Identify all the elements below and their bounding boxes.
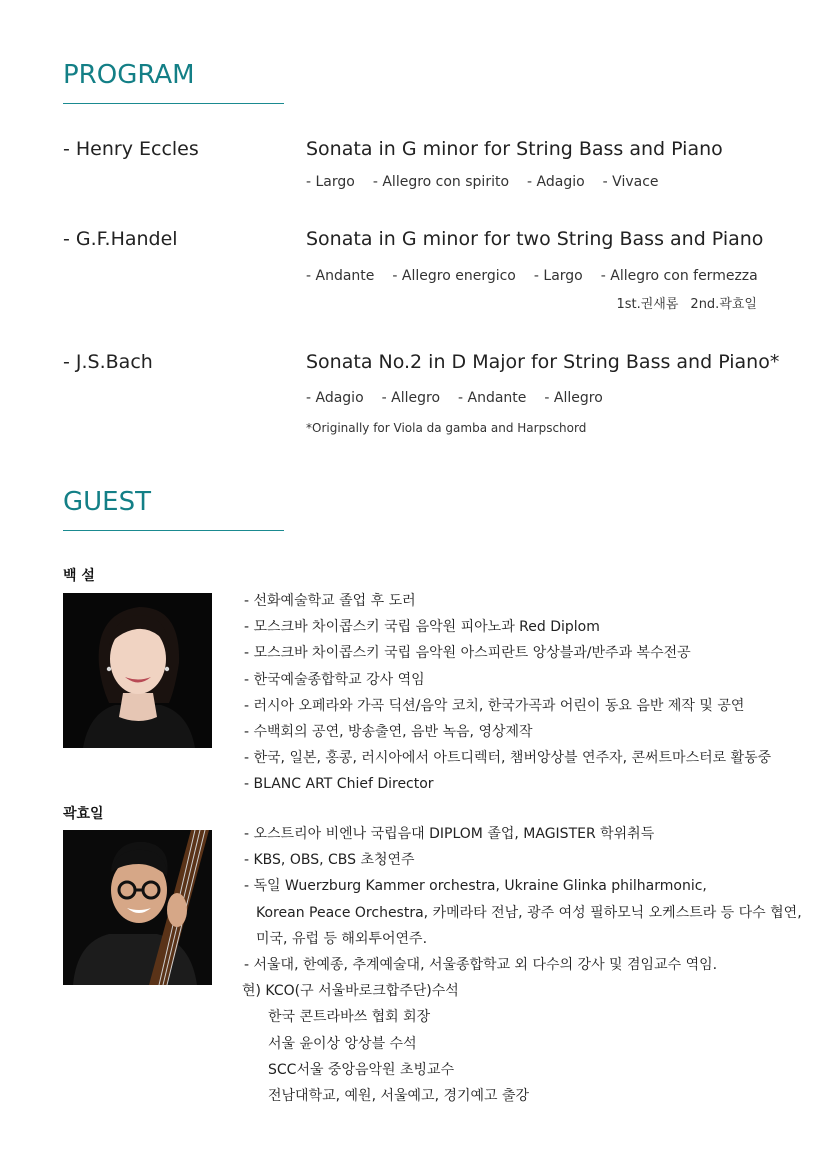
composer-bach: - J.S.Bach (63, 351, 153, 373)
guest-name-baek: 백 설 (63, 568, 95, 584)
bio-line: - 러시아 오페라와 가곡 딕션/음악 코치, 한국가곡과 어린이 동요 음반 제작 및 공연 (244, 697, 745, 714)
portrait-bassist-image (63, 830, 212, 985)
movement: - Allegro (381, 390, 441, 406)
bio-line: - 한국, 일본, 홍콩, 러시아에서 아트디렉터, 챔버앙상블 연주자, 콘써트마스터로 활동중 (244, 750, 772, 767)
bio-line: 현) KCO(구 서울바로크합주단)수석 (242, 983, 459, 1000)
performers-handel (616, 293, 757, 312)
movement: - Adagio (527, 174, 585, 190)
work-bach: Sonata No.2 in D Major for String Bass and Piano* (306, 351, 780, 373)
movements-handel (306, 268, 758, 284)
movement: - Largo (533, 268, 583, 284)
work-eccles: Sonata in G minor for String Bass and Piano (306, 138, 723, 160)
guest-bio-kwak (244, 821, 802, 1109)
composer-eccles: - Henry Eccles (63, 138, 199, 160)
bio-line: 전남대학교, 예원, 서울예고, 경기예고 출강 (268, 1087, 530, 1104)
movement: - Largo (306, 174, 355, 190)
guest-name-kwak: 곽효일 (63, 806, 104, 822)
movement: - Allegro energico (392, 268, 516, 284)
bio-line: - 한국예술종합학교 강사 역임 (244, 671, 425, 688)
performer-first: 1st.권새롬 (616, 297, 679, 312)
bio-line: - 서울대, 한예종, 추계예술대, 서울종합학교 외 다수의 강사 및 겸임교수 역임. (244, 956, 718, 973)
bach-footnote: *Originally for Viola da gamba and Harpschord (306, 421, 587, 435)
composer-handel: - G.F.Handel (63, 228, 178, 250)
guest-title-rule (63, 530, 284, 531)
portrait-woman-image (63, 593, 212, 748)
bio-line: SCC서울 중앙음악원 초빙교수 (268, 1061, 455, 1078)
work-handel: Sonata in G minor for two String Bass and Piano (306, 228, 764, 250)
bio-line: - KBS, OBS, CBS 초청연주 (244, 852, 415, 869)
guest-bio-baek (244, 588, 771, 798)
bio-line: Korean Peace Orchestra, 카메라타 전남, 광주 여성 필하모닉 오케스트라 등 다수 협연, (256, 904, 802, 921)
bio-line: - 선화예술학교 졸업 후 도러 (244, 593, 416, 609)
bio-line: - 모스크바 차이콥스키 국립 음악원 피아노과 Red Diplom (244, 619, 600, 636)
bio-line: 미국, 유럽 등 해외투어연주. (256, 930, 428, 947)
guest-photo-baek (63, 593, 212, 748)
bio-line: 서울 윤이상 앙상블 수석 (268, 1035, 417, 1052)
movements-bach (306, 390, 603, 406)
bio-line: - 오스트리아 비엔나 국립음대 DIPLOM 졸업, MAGISTER 학위취득 (244, 826, 655, 842)
performer-second: 2nd.곽효일 (690, 297, 757, 312)
movement: - Andante (458, 390, 527, 406)
guest-title: GUEST (63, 487, 151, 517)
movement: - Allegro con fermezza (600, 268, 758, 284)
bio-line: - BLANC ART Chief Director (244, 776, 434, 793)
bio-line: - 수백회의 공연, 방송출연, 음반 녹음, 영상제작 (244, 723, 533, 740)
movement: - Allegro con spirito (372, 174, 510, 190)
bio-line: - 독일 Wuerzburg Kammer orchestra, Ukraine Glinka philharmonic, (244, 878, 707, 895)
bio-line: 한국 콘트라바쓰 협회 회장 (268, 1009, 431, 1026)
program-title: PROGRAM (63, 60, 195, 90)
movement: - Andante (306, 268, 375, 284)
movement: - Adagio (306, 390, 364, 406)
guest-photo-kwak (63, 830, 212, 985)
bio-line: - 모스크바 차이콥스키 국립 음악원 아스피란트 앙상블과/반주과 복수전공 (244, 645, 691, 662)
movement: - Allegro (544, 390, 603, 406)
movement: - Vivace (602, 174, 659, 190)
movements-eccles (306, 174, 659, 190)
program-title-rule (63, 103, 284, 104)
